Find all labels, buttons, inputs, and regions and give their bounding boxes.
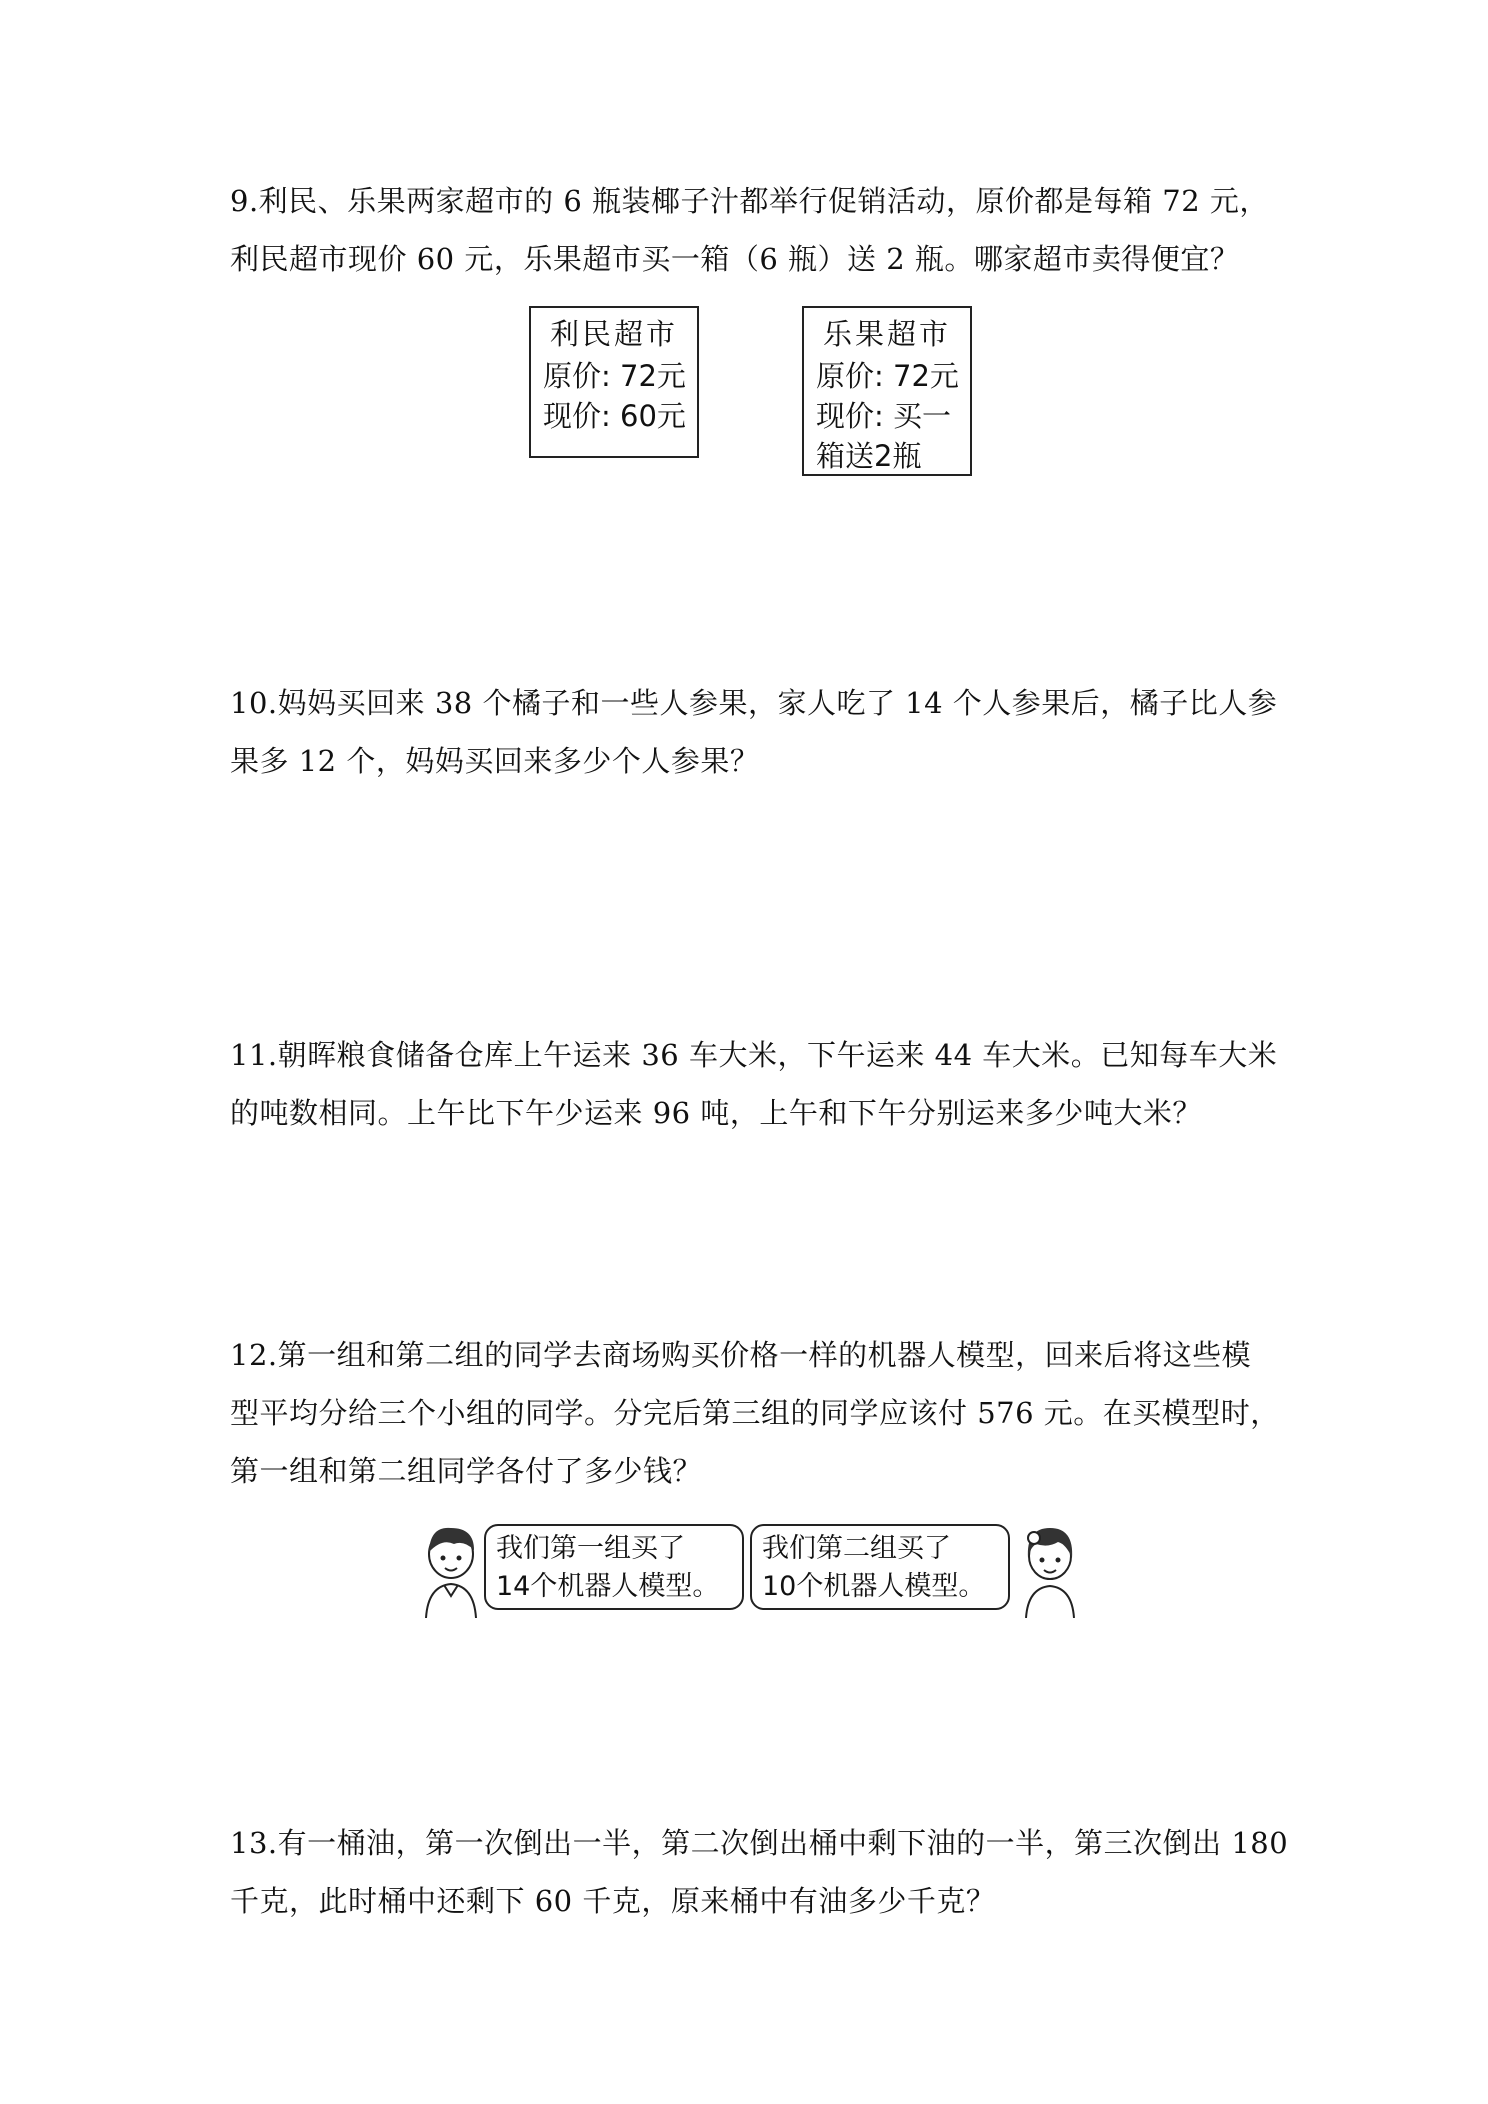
store-name: 利民超市 <box>549 317 678 351</box>
question-13 <box>230 1814 1289 1930</box>
store-price-line: 现价: 60元 <box>543 399 686 433</box>
speech-bubble-group-two <box>750 1524 1010 1610</box>
limin-store-price-card <box>529 306 699 458</box>
question-line: 千克，此时桶中还剩下 60 千克，原来桶中有油多少千克？ <box>230 1884 996 1918</box>
question-line: 9.利民、乐果两家超市的 6 瓶装椰子汁都举行促销活动，原价都是每箱 72 元， <box>230 184 1269 218</box>
boy-illustration-icon <box>418 1518 484 1618</box>
question-line: 第一组和第二组同学各付了多少钱？ <box>230 1454 703 1488</box>
store-price-line: 现价: 买一 <box>816 399 951 433</box>
speech-line: 10个机器人模型。 <box>762 1571 986 1602</box>
store-name: 乐果超市 <box>822 317 951 351</box>
question-line: 型平均分给三个小组的同学。分完后第三组的同学应该付 576 元。在买模型时， <box>230 1396 1280 1430</box>
question-line: 12.第一组和第二组的同学去商场购买价格一样的机器人模型，回来后将这些模 <box>230 1338 1252 1372</box>
girl-illustration-icon <box>1018 1518 1082 1618</box>
store-price-line: 原价: 72元 <box>816 359 959 393</box>
speech-line: 我们第一组买了 <box>496 1533 685 1564</box>
speech-bubble-group-one <box>484 1524 744 1610</box>
student-dialogue-illustration <box>418 1518 1082 1618</box>
speech-line: 我们第二组买了 <box>762 1533 951 1564</box>
speech-line: 14个机器人模型。 <box>496 1571 720 1602</box>
store-price-line: 原价: 72元 <box>543 359 686 393</box>
question-9 <box>230 172 1270 288</box>
question-line: 11.朝晖粮食储备仓库上午运来 36 车大米，下午运来 44 车大米。已知每车大米 <box>230 1038 1278 1072</box>
question-line: 10.妈妈买回来 38 个橘子和一些人参果，家人吃了 14 个人参果后，橘子比人参 <box>230 686 1278 720</box>
question-11 <box>230 1026 1278 1142</box>
store-price-line: 箱送2瓶 <box>816 439 922 473</box>
question-line: 果多 12 个，妈妈买回来多少个人参果？ <box>230 744 760 778</box>
question-line: 13.有一桶油，第一次倒出一半，第二次倒出桶中剩下油的一半，第三次倒出 180 <box>230 1826 1289 1860</box>
question-10 <box>230 674 1278 790</box>
question-line: 利民超市现价 60 元，乐果超市买一箱（6 瓶）送 2 瓶。哪家超市卖得便宜？ <box>230 242 1240 276</box>
question-line: 的吨数相同。上午比下午少运来 96 吨，上午和下午分别运来多少吨大米？ <box>230 1096 1202 1130</box>
leguo-store-price-card <box>802 306 972 476</box>
question-12 <box>230 1326 1280 1500</box>
